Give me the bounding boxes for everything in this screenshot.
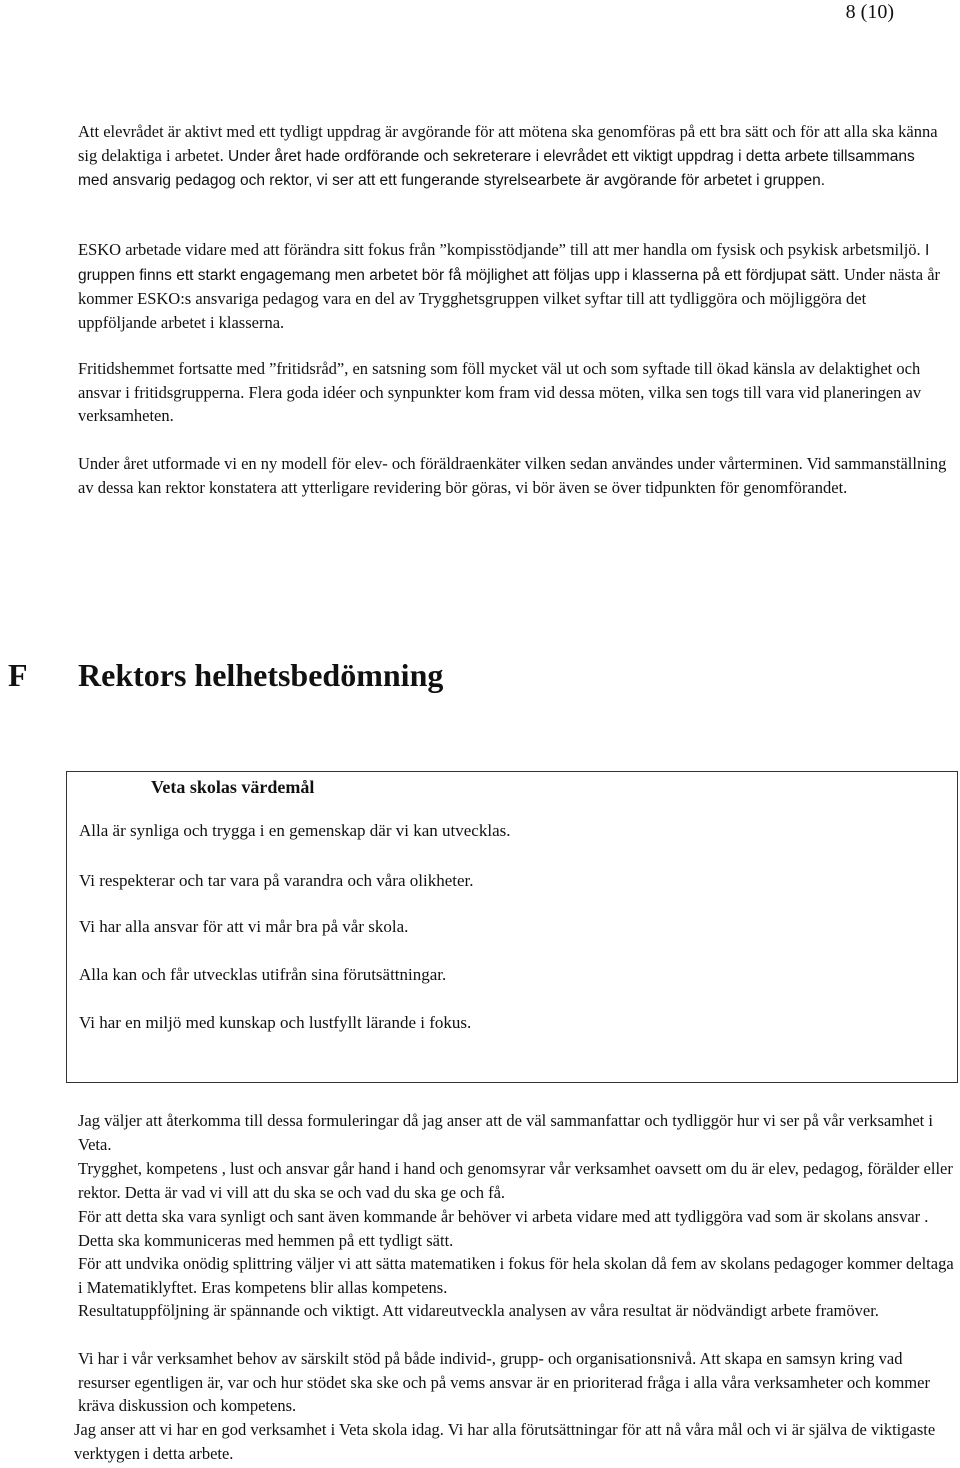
closing-paragraph: För att detta ska vara synligt och sant även kommande år behöver vi arbeta vidare med att tydliggöra vad som är skolans ansvar . Detta ska kommuniceras med hemmen på ett tydligt sätt. bbox=[78, 1207, 929, 1250]
paragraph-esko-part1: ESKO arbetade vidare med att förändra sitt fokus från ”kompisstödjande” till att mer handla om fysisk och psykisk arbetsmiljö. bbox=[78, 240, 921, 259]
values-item: Vi har en miljö med kunskap och lustfyllt lärande i fokus. bbox=[79, 1013, 472, 1032]
closing-paragraph: För att undvika onödig splittring väljer vi att sätta matematiken i fokus för hela skolan då fem av skolans pedagoger kommer deltaga i Matematiklyftet. Eras kompetens blir allas kompetens. bbox=[78, 1254, 954, 1297]
paragraph-elevradet bbox=[78, 120, 948, 193]
closing-paragraph: Jag väljer att återkomma till dessa formuleringar då jag anser att de väl sammanfattar och tydliggör hur vi ser på vår verksamhet i Veta. bbox=[78, 1111, 933, 1154]
closing-paragraph: Jag anser att vi har en god verksamhet i Veta skola idag. Vi har alla förutsättningar för att nå våra mål och vi är själva de viktigaste verktygen i detta arbete. bbox=[74, 1420, 936, 1463]
values-item: Vi har alla ansvar för att vi mår bra på vår skola. bbox=[79, 917, 409, 936]
values-item: Alla är synliga och trygga i en gemenskap där vi kan utvecklas. bbox=[79, 821, 511, 840]
closing-paragraph: Resultatuppföljning är spännande och viktigt. Att vidareutveckla analysen av våra resultat är nödvändigt arbete framöver. bbox=[78, 1301, 879, 1320]
values-item: Alla kan och får utvecklas utifrån sina förutsättningar. bbox=[79, 965, 447, 984]
paragraph-esko-part3: Under nästa år kommer ESKO:s ansvariga pedagog vara en del av Trygghetsgruppen vilket syftar till att tydliggöra och möjliggöra det uppföljande arbetet i klasserna. bbox=[78, 264, 941, 332]
closing-paragraph: Trygghet, kompetens , lust och ansvar går hand i hand och genomsyrar vår verksamhet oavsett om du är elev, pedagog, förälder eller rektor. Detta är vad vi vill att du ska se och vad du ska ge och få. bbox=[78, 1159, 953, 1202]
paragraph-fritidshemmet: Fritidshemmet fortsatte med ”fritidsråd”, en satsning som föll mycket väl ut och som syftade till ökad känsla av delaktighet och ansvar i fritidsgrupperna. Flera goda idéer och synpunkter kom fram vid dessa möten, vilka sen togs till vara vid planeringen av verksamheten. bbox=[78, 359, 922, 426]
page-number: 8 (10) bbox=[845, 1, 894, 23]
values-item: Vi respekterar och tar vara på varandra och våra olikheter. bbox=[79, 871, 474, 890]
values-title: Veta skolas värdemål bbox=[151, 777, 315, 797]
section-letter: F bbox=[8, 657, 28, 693]
values-box bbox=[66, 771, 958, 1083]
paragraph-elevradet-part2: Under året hade ordförande och sekreterare i elevrådet ett viktigt uppdrag i detta arbete tillsammans med ansvarig pedagog och rektor, vi ser att ett fungerande styrelsearbete är avgörande för arbetet i gruppen. bbox=[78, 147, 915, 190]
paragraph-esko bbox=[78, 238, 948, 334]
paragraph-esko-part2: I gruppen finns ett starkt engagemang men arbetet bör få möjlighet att följas upp i klasserna på ett fördjupat sätt. bbox=[78, 242, 930, 284]
paragraph-enkater: Under året utformade vi en ny modell för elev- och föräldraenkäter vilken sedan användes under vårterminen. Vid sammanställning av dessa kan rektor konstatera att ytterligare revidering bör göras, vi bör även se över tidpunkten för genomförandet. bbox=[78, 454, 947, 497]
section-title: Rektors helhetsbedömning bbox=[78, 657, 444, 693]
closing-paragraph: Vi har i vår verksamhet behov av särskilt stöd på både individ-, grupp- och organisationsnivå. Att skapa en samsyn kring vad resurser egentligen är, var och hur stödet ska ske och på vems ansvar är en prioriterad fråga i alla våra verksamheter och kommer kräva diskussion och kompetens. bbox=[78, 1349, 930, 1416]
paragraph-elevradet-part1: Att elevrådet är aktivt med ett tydligt uppdrag är avgörande för att mötena ska genomföras på ett bra sätt och för att alla ska känna sig delaktiga i arbetet. bbox=[78, 122, 938, 165]
